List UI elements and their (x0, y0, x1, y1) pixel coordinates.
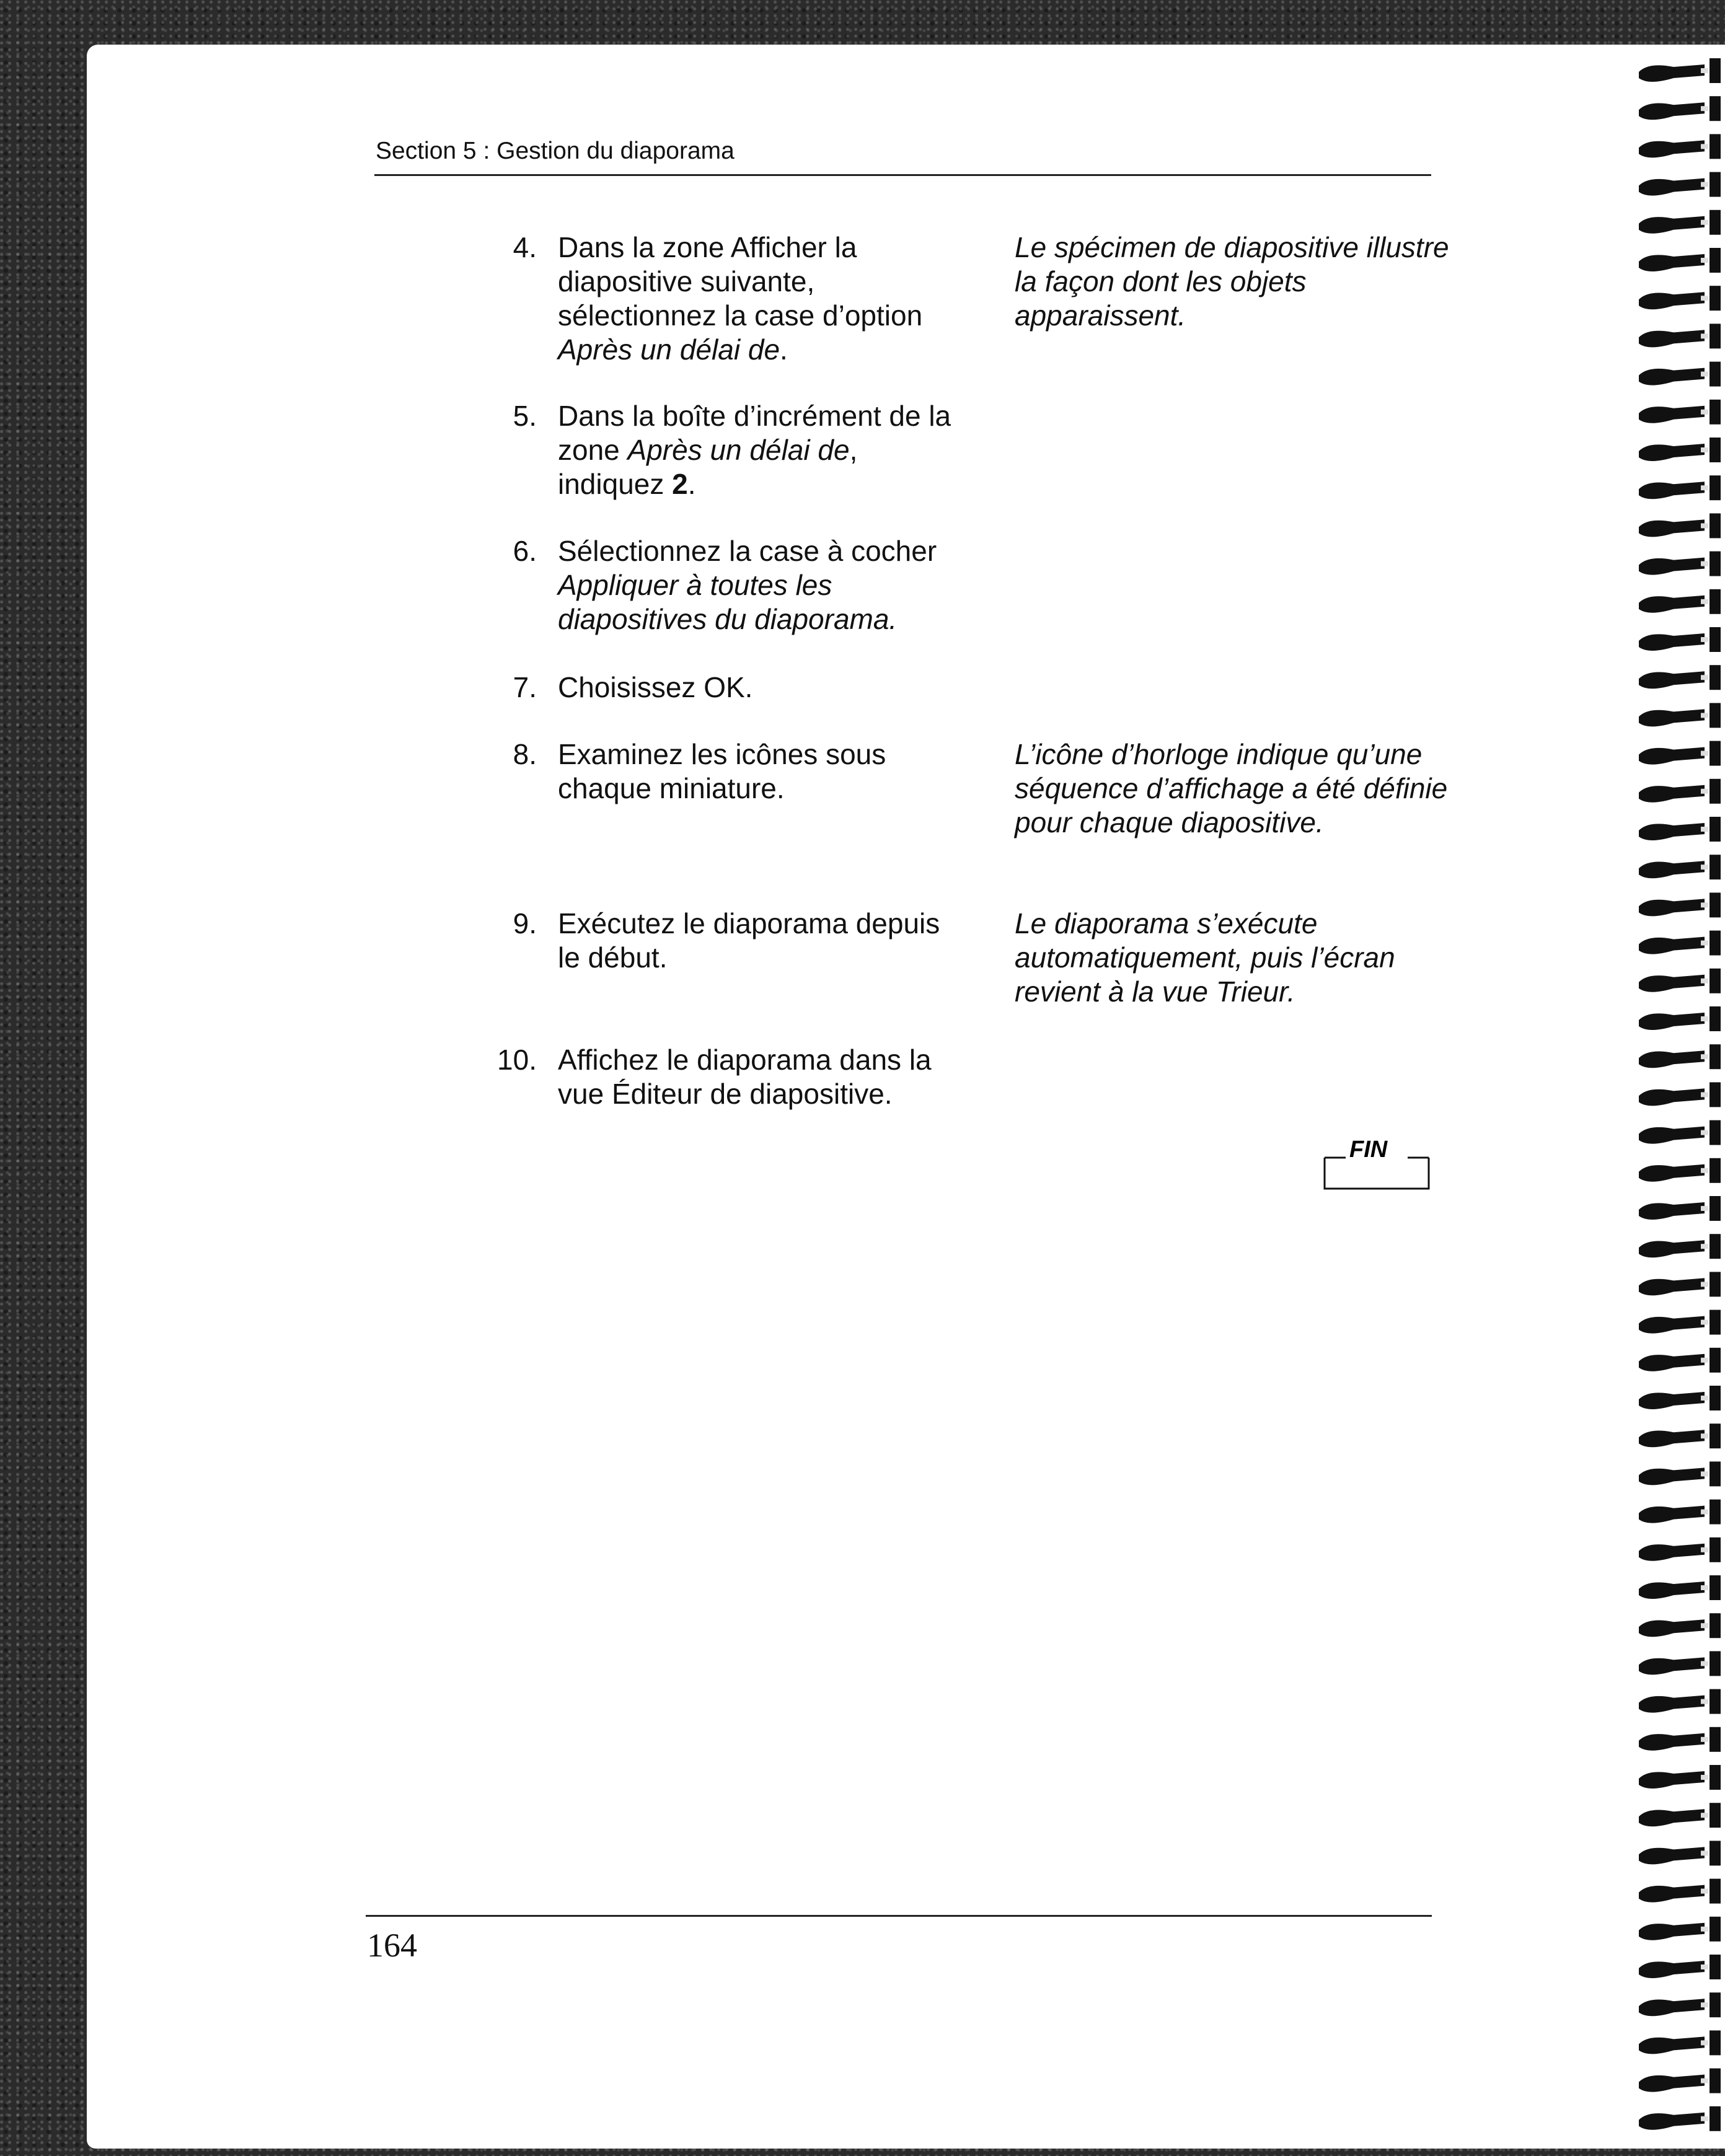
step-text: Choisissez OK. (558, 671, 753, 703)
note-step-9: Le diaporama s’exécute automatiquement, puis l’écran revient à la vue Trieur. (1015, 907, 1395, 1008)
step-text: Affichez le diaporama dans la vue Éditeur de diapositive. (558, 1044, 932, 1110)
step-text: Sélectionnez la case à cocher Appliquer à toutes les diapositives du diaporama. (558, 535, 937, 635)
note-step-4: Le spécimen de diapositive illustre la façon dont les objets apparaissent. (1015, 231, 1449, 332)
step-number: 10. (497, 1044, 537, 1076)
end-marker-label: FIN (1349, 1137, 1388, 1163)
note-step-8: L’icône d’horloge indique qu’une séquence d’affichage a été définie pour chaque diapositive. (1015, 738, 1448, 838)
step-text: Exécutez le diaporama depuis le début. (558, 907, 940, 974)
step-number: 6. (513, 535, 537, 567)
end-marker (1323, 1139, 1430, 1190)
step-number: 8. (513, 738, 537, 770)
header-divider (374, 174, 1431, 176)
step-number: 9. (513, 907, 537, 939)
page-number: 164 (367, 1927, 417, 1964)
step-text: Dans la zone Afficher la diapositive suivante, sélectionnez la case d’option Après un délai de. (558, 231, 923, 366)
step-number: 7. (513, 671, 537, 703)
page-header: Section 5 : Gestion du diaporama (376, 138, 735, 164)
step-number: 4. (513, 231, 537, 263)
footer-divider (366, 1915, 1432, 1917)
step-text: Examinez les icônes sous chaque miniature. (558, 738, 886, 804)
step-number: 5. (513, 400, 537, 432)
spiral-binding-icon (1636, 56, 1725, 2144)
step-text: Dans la boîte d’incrément de la zone Après un délai de, indiquez 2. (558, 400, 951, 500)
